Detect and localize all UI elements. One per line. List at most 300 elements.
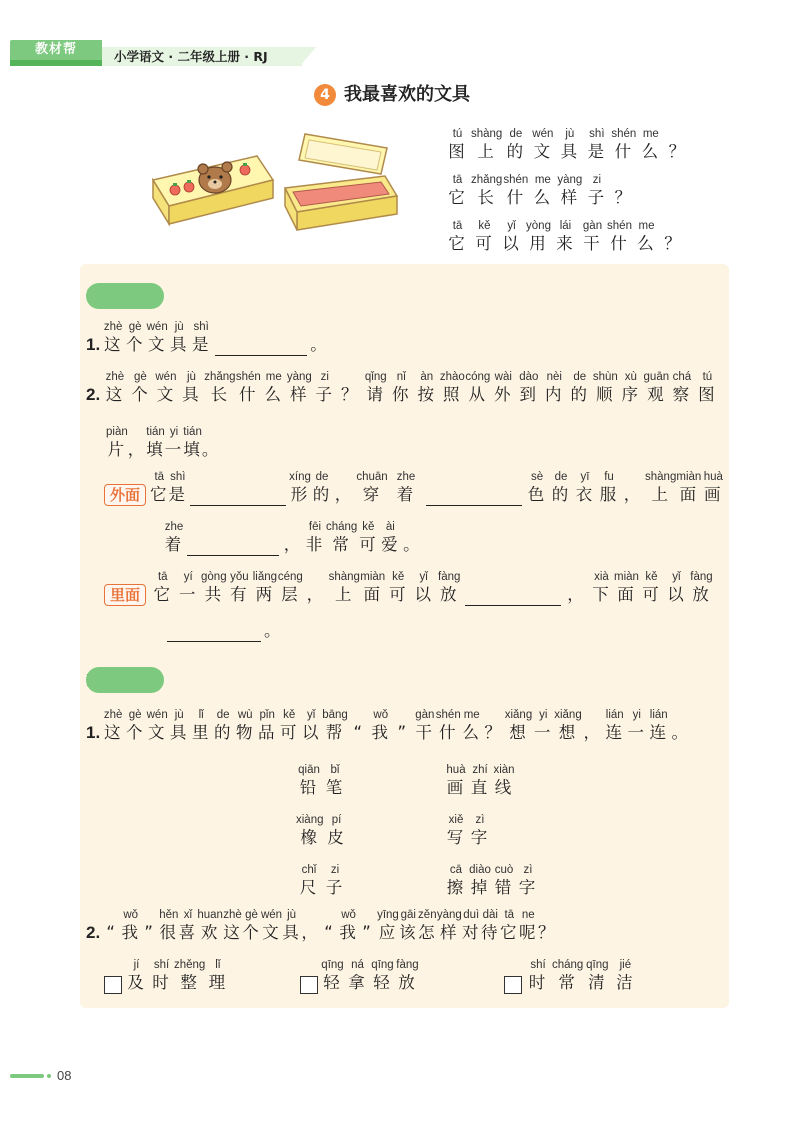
ruby-char (502, 173, 529, 209)
brand-tag (10, 40, 102, 60)
pinyin: lǐ (198, 709, 204, 721)
ruby-char (525, 470, 549, 506)
hanzi: 很 (159, 923, 179, 942)
hanzi: “ (324, 923, 335, 942)
ruby-char (370, 958, 395, 994)
ruby-char (644, 370, 670, 406)
ruby-char (582, 708, 604, 744)
hanzi: 品 (257, 723, 277, 742)
pinyin: yīng (377, 909, 399, 921)
ruby-char (278, 570, 304, 606)
hanzi: 欢 (200, 923, 220, 942)
ruby-char (303, 570, 329, 606)
pinyin: wǒ (123, 909, 139, 921)
ruby-char (379, 520, 401, 556)
pinyin: gàn (415, 709, 435, 721)
hanzi: 连 (649, 723, 668, 742)
hanzi: 轻 (373, 973, 392, 992)
ruby-char (256, 708, 278, 744)
hanzi: 从 (468, 385, 488, 404)
pinyin: yǐ (419, 571, 428, 583)
ruby-char (389, 470, 423, 506)
lesson-title: 我最喜欢的文具 (344, 84, 470, 105)
ruby-char (121, 908, 140, 944)
pinyin: yǐ (672, 571, 681, 583)
answer-blank[interactable] (190, 487, 286, 506)
hanzi: 文 (262, 923, 281, 942)
pinyin: zhǎng (204, 371, 236, 383)
hanzi: 铅 (299, 778, 319, 797)
pinyin: gāi (400, 909, 416, 921)
pinyin: qǐng (364, 371, 387, 383)
ruby-char (322, 763, 348, 799)
ruby-char (159, 908, 178, 944)
hanzi: 轻 (323, 973, 342, 992)
hanzi: 想 (509, 723, 528, 742)
hanzi: 字 (470, 828, 490, 847)
pinyin: shì (170, 471, 186, 483)
hanzi: ？ (484, 723, 503, 742)
inside-row-1 (104, 570, 714, 606)
hanzi: 顺 (596, 385, 615, 404)
ruby-char (468, 763, 492, 799)
ruby-char (236, 370, 262, 406)
hanzi: “ (106, 923, 117, 942)
ruby-char (282, 908, 301, 944)
inside-row-2 (164, 620, 283, 642)
ruby-char (556, 127, 583, 163)
pinyin: zěn (418, 909, 437, 921)
ruby-char (593, 370, 619, 406)
ruby-char (399, 908, 418, 944)
ruby-char (583, 127, 610, 163)
ruby-char (168, 708, 190, 744)
pinyin: cháng (326, 521, 358, 533)
ruby-char (169, 470, 188, 506)
ruby-char (360, 570, 386, 606)
brand-underline (10, 60, 102, 66)
hanzi: 尺 (299, 878, 319, 897)
match-left-2[interactable] (296, 808, 350, 849)
ruby-char (345, 958, 370, 994)
pinyin: zhè (105, 371, 125, 383)
ruby-char (183, 425, 202, 461)
answer-blank[interactable] (167, 623, 261, 642)
ruby-char (549, 470, 573, 506)
ruby-char (444, 219, 471, 255)
hanzi: 放 (398, 973, 417, 992)
hanzi: 你 (392, 385, 411, 404)
ruby-char (174, 958, 205, 994)
pinyin: zhè (103, 321, 123, 333)
hanzi: 什 (239, 385, 258, 404)
pinyin: shén (611, 128, 637, 140)
pinyin: shén (607, 220, 632, 232)
hanzi: 什 (439, 723, 458, 742)
ruby-char (610, 173, 637, 209)
ruby-char (648, 708, 670, 744)
pinyin: kě (362, 521, 375, 533)
hanzi: 物 (235, 723, 255, 742)
hanzi: 具 (282, 923, 301, 942)
section-look-title (86, 283, 166, 309)
ruby-char (583, 958, 611, 994)
ruby-char (542, 370, 568, 406)
ruby-char (481, 908, 500, 944)
pinyin: wén (155, 371, 177, 383)
section-think-title (86, 667, 166, 693)
ruby-char (102, 908, 121, 944)
ruby-char (660, 219, 687, 255)
hanzi: 它 (448, 188, 467, 207)
pinyin: shàng (328, 571, 360, 583)
hanzi: 橡 (300, 828, 319, 847)
ruby-char (505, 708, 533, 744)
ruby-char (664, 127, 691, 163)
hanzi: 穿 (362, 485, 382, 504)
pinyin: de (573, 371, 587, 383)
hanzi: 喜 (178, 923, 198, 942)
hanzi: 的 (506, 142, 526, 161)
ruby-char (552, 219, 579, 255)
pinyin: xià (594, 571, 609, 583)
ruby-char (491, 370, 517, 406)
ruby-char (322, 708, 348, 744)
hanzi: 文 (147, 335, 167, 354)
ruby-char (633, 219, 660, 255)
ruby-char (234, 708, 256, 744)
hanzi: 。 (671, 723, 690, 742)
pinyin: duì (463, 909, 480, 921)
pinyin: cháng (552, 959, 584, 971)
pinyin: zhǎng (471, 174, 503, 186)
ruby-char (483, 708, 505, 744)
hanzi: 常 (558, 973, 577, 992)
pinyin: ài (385, 521, 395, 533)
pinyin: tián (183, 426, 202, 438)
pinyin: huan (197, 909, 223, 921)
hanzi: 可 (475, 234, 494, 253)
hanzi: 的 (551, 485, 571, 504)
ruby-char (414, 708, 436, 744)
pinyin: xiǎng (504, 709, 533, 721)
ruby-char (311, 470, 333, 506)
hanzi: 面 (363, 585, 382, 604)
pinyin: fu (604, 471, 614, 483)
pinyin: xíng (289, 471, 311, 483)
hanzi: 个 (125, 335, 145, 354)
look-question-2-cont (106, 420, 220, 461)
hanzi: ？ (664, 234, 683, 253)
pinyin: zhè (103, 709, 123, 721)
hanzi: 是 (587, 142, 607, 161)
question-number: 1. (86, 335, 101, 354)
hanzi: 这 (223, 923, 242, 942)
ruby-char (552, 958, 583, 994)
hanzi: 有 (230, 585, 249, 604)
option-checkbox[interactable] (104, 976, 122, 994)
hanzi: 服 (599, 485, 619, 504)
hanzi: 填 (183, 440, 202, 459)
hanzi: 色 (527, 485, 547, 504)
ruby-char (377, 908, 399, 944)
pinyin: tā (452, 174, 463, 186)
ruby-char (150, 470, 169, 506)
pinyin: gè (128, 321, 142, 333)
hanzi: 图 (698, 385, 717, 404)
pinyin: xù (624, 371, 637, 383)
ruby-char (621, 470, 645, 506)
hanzi: 子 (315, 385, 335, 404)
ruby-char (102, 708, 124, 744)
answer-blank[interactable] (187, 537, 279, 556)
hanzi: 按 (417, 385, 437, 404)
pinyin: shàng (645, 471, 677, 483)
hanzi: 写 (446, 828, 466, 847)
ruby-char (492, 863, 516, 899)
look-question-1 (86, 320, 329, 356)
ruby-char (440, 370, 466, 406)
ruby-char (498, 219, 525, 255)
ruby-char (444, 127, 471, 163)
hanzi: 画 (704, 485, 723, 504)
pinyin: cā (449, 864, 463, 876)
ruby-char (106, 425, 128, 461)
pinyin: cóng (465, 371, 491, 383)
think-question-1 (86, 708, 692, 744)
hanzi: 以 (502, 234, 521, 253)
pinyin: me (534, 174, 551, 186)
pinyin: tú (702, 371, 713, 383)
ruby-char (164, 520, 184, 556)
match-left-1[interactable] (296, 758, 348, 799)
ruby-char (146, 320, 168, 356)
pinyin: qiān (298, 764, 320, 776)
pinyin: de (216, 709, 230, 721)
hanzi: 面 (679, 485, 699, 504)
top-question-3 (444, 214, 687, 255)
hanzi: ” (362, 923, 373, 942)
hanzi: 线 (494, 778, 514, 797)
hanzi: 来 (556, 234, 575, 253)
ruby-char (212, 708, 234, 744)
pinyin: jié (619, 959, 632, 971)
pinyin: pǐn (259, 709, 275, 721)
pinyin: kě (645, 571, 658, 583)
match-right-1[interactable] (444, 758, 516, 799)
ruby-char (645, 470, 676, 506)
option-3 (504, 958, 639, 994)
pinyin: zhào (439, 371, 465, 383)
pinyin: jù (174, 321, 184, 333)
pinyin: zi (330, 864, 340, 876)
pinyin: huà (703, 471, 723, 483)
look-question-2 (86, 370, 720, 406)
answer-blank[interactable] (465, 587, 561, 606)
pinyin: chǐ (301, 864, 317, 876)
answer-blank[interactable] (426, 487, 522, 506)
pinyin: kě (283, 709, 296, 721)
pinyin: zì (523, 864, 533, 876)
hanzi: 时 (528, 973, 548, 992)
hanzi: 个 (125, 723, 145, 742)
ruby-char (324, 813, 350, 849)
ruby-char (102, 370, 128, 406)
hanzi: ， (334, 485, 354, 504)
ruby-char (282, 520, 304, 556)
ruby-char (355, 470, 389, 506)
pinyin: tú (452, 128, 463, 140)
pinyin: de (554, 471, 568, 483)
hanzi: 该 (399, 923, 418, 942)
hanzi: 照 (443, 385, 462, 404)
hanzi: 我 (371, 723, 391, 742)
ruby-char (436, 708, 461, 744)
hanzi: 一 (164, 440, 184, 459)
answer-blank[interactable] (215, 337, 307, 356)
option-1 (104, 958, 230, 994)
hanzi: 洁 (616, 973, 635, 992)
hanzi: 么 (264, 385, 284, 404)
hanzi: 这 (103, 335, 123, 354)
ruby-char (529, 127, 556, 163)
ruby-char (190, 708, 212, 744)
hanzi: ？ (341, 385, 360, 404)
pinyin: jù (174, 709, 184, 721)
hanzi: 样 (290, 385, 309, 404)
ruby-char (296, 813, 324, 849)
ruby-char (301, 908, 320, 944)
pinyin: hěn (159, 909, 179, 921)
match-right-2[interactable] (444, 808, 492, 849)
pinyin: yi (539, 709, 548, 721)
ruby-char (611, 958, 639, 994)
hanzi: 连 (605, 723, 624, 742)
hanzi: 错 (494, 878, 514, 897)
ruby-char (516, 370, 542, 406)
pinyin: tā (157, 571, 168, 583)
ruby-char (348, 708, 370, 744)
ruby-char (465, 370, 491, 406)
hanzi: 观 (647, 385, 666, 404)
hanzi: 放 (692, 585, 711, 604)
pinyin: chuān (356, 471, 388, 483)
hanzi: 着 (164, 535, 184, 554)
hanzi: 皮 (327, 828, 346, 847)
pinyin: guān (643, 371, 670, 383)
punctuation: 。 (264, 621, 283, 640)
ruby-char (564, 570, 589, 606)
hanzi: 一 (533, 723, 553, 742)
open-pencil-case-image (285, 134, 397, 230)
ruby-char (389, 370, 415, 406)
ruby-char (461, 708, 483, 744)
top-question-1 (444, 122, 691, 163)
pinyin: tā (504, 909, 515, 921)
hanzi: 我 (339, 923, 358, 942)
hanzi: 文 (533, 142, 553, 161)
pinyin: jù (565, 128, 575, 140)
hanzi: 怎 (418, 923, 437, 942)
ruby-char (320, 958, 345, 994)
ruby-char (363, 370, 389, 406)
pinyin: shén (435, 709, 461, 721)
hanzi: 么 (641, 142, 661, 161)
ruby-char (128, 370, 154, 406)
pinyin: jù (186, 371, 196, 383)
ruby-char (202, 425, 221, 461)
ruby-char (153, 370, 179, 406)
ruby-char (701, 470, 725, 506)
ruby-char (670, 708, 692, 744)
pinyin: lǐ (215, 959, 221, 971)
hanzi: 。 (403, 535, 422, 554)
outside-row-2 (164, 520, 423, 556)
hanzi: 文 (156, 385, 176, 404)
pinyin: yi (169, 426, 179, 438)
pinyin: lái (559, 220, 572, 232)
pinyin: zhe (164, 521, 184, 533)
pinyin: bāng (322, 709, 348, 721)
pinyin: piàn (106, 426, 128, 438)
pinyin: chá (672, 371, 692, 383)
option-checkbox[interactable] (504, 976, 522, 994)
hanzi: 面 (617, 585, 636, 604)
ruby-char (146, 425, 165, 461)
pinyin: liǎng (252, 571, 278, 583)
pinyin: zi (592, 174, 601, 186)
pinyin: wài (494, 371, 512, 383)
hanzi: 用 (529, 234, 548, 253)
pinyin: xiǎng (554, 709, 582, 721)
pinyin: pí (331, 814, 342, 826)
pinyin: qīng (371, 959, 394, 971)
hanzi: 干 (415, 723, 435, 742)
question-number: 1. (86, 723, 101, 742)
hanzi: 子 (325, 878, 345, 897)
hanzi: 应 (378, 923, 398, 942)
ruby-char (414, 370, 440, 406)
hanzi: 具 (169, 723, 189, 742)
pinyin: zhí (472, 764, 488, 776)
pinyin: nèi (546, 371, 562, 383)
ruby-char (370, 708, 392, 744)
pinyin: dào (519, 371, 539, 383)
pinyin: xiàng (296, 814, 324, 826)
question-number: 2. (86, 385, 101, 404)
pinyin: shí (153, 959, 170, 971)
hanzi: 我 (121, 923, 140, 942)
ruby-char (502, 127, 529, 163)
hanzi: 是 (168, 485, 188, 504)
pinyin: zi (320, 371, 329, 383)
pinyin: lián (649, 709, 668, 721)
pinyin: yǒu (230, 571, 249, 583)
match-right-3[interactable] (444, 858, 540, 899)
pinyin: yàng (286, 371, 312, 383)
ruby-char (664, 570, 689, 606)
ruby-char (357, 520, 379, 556)
ruby-char (579, 219, 606, 255)
pinyin: sè (530, 471, 544, 483)
match-left-3[interactable] (296, 858, 348, 899)
hanzi: 上 (477, 142, 496, 161)
ruby-char (556, 173, 583, 209)
pinyin: yòng (526, 220, 551, 232)
option-checkbox[interactable] (300, 976, 318, 994)
ruby-char (411, 570, 437, 606)
hanzi: 待 (481, 923, 500, 942)
